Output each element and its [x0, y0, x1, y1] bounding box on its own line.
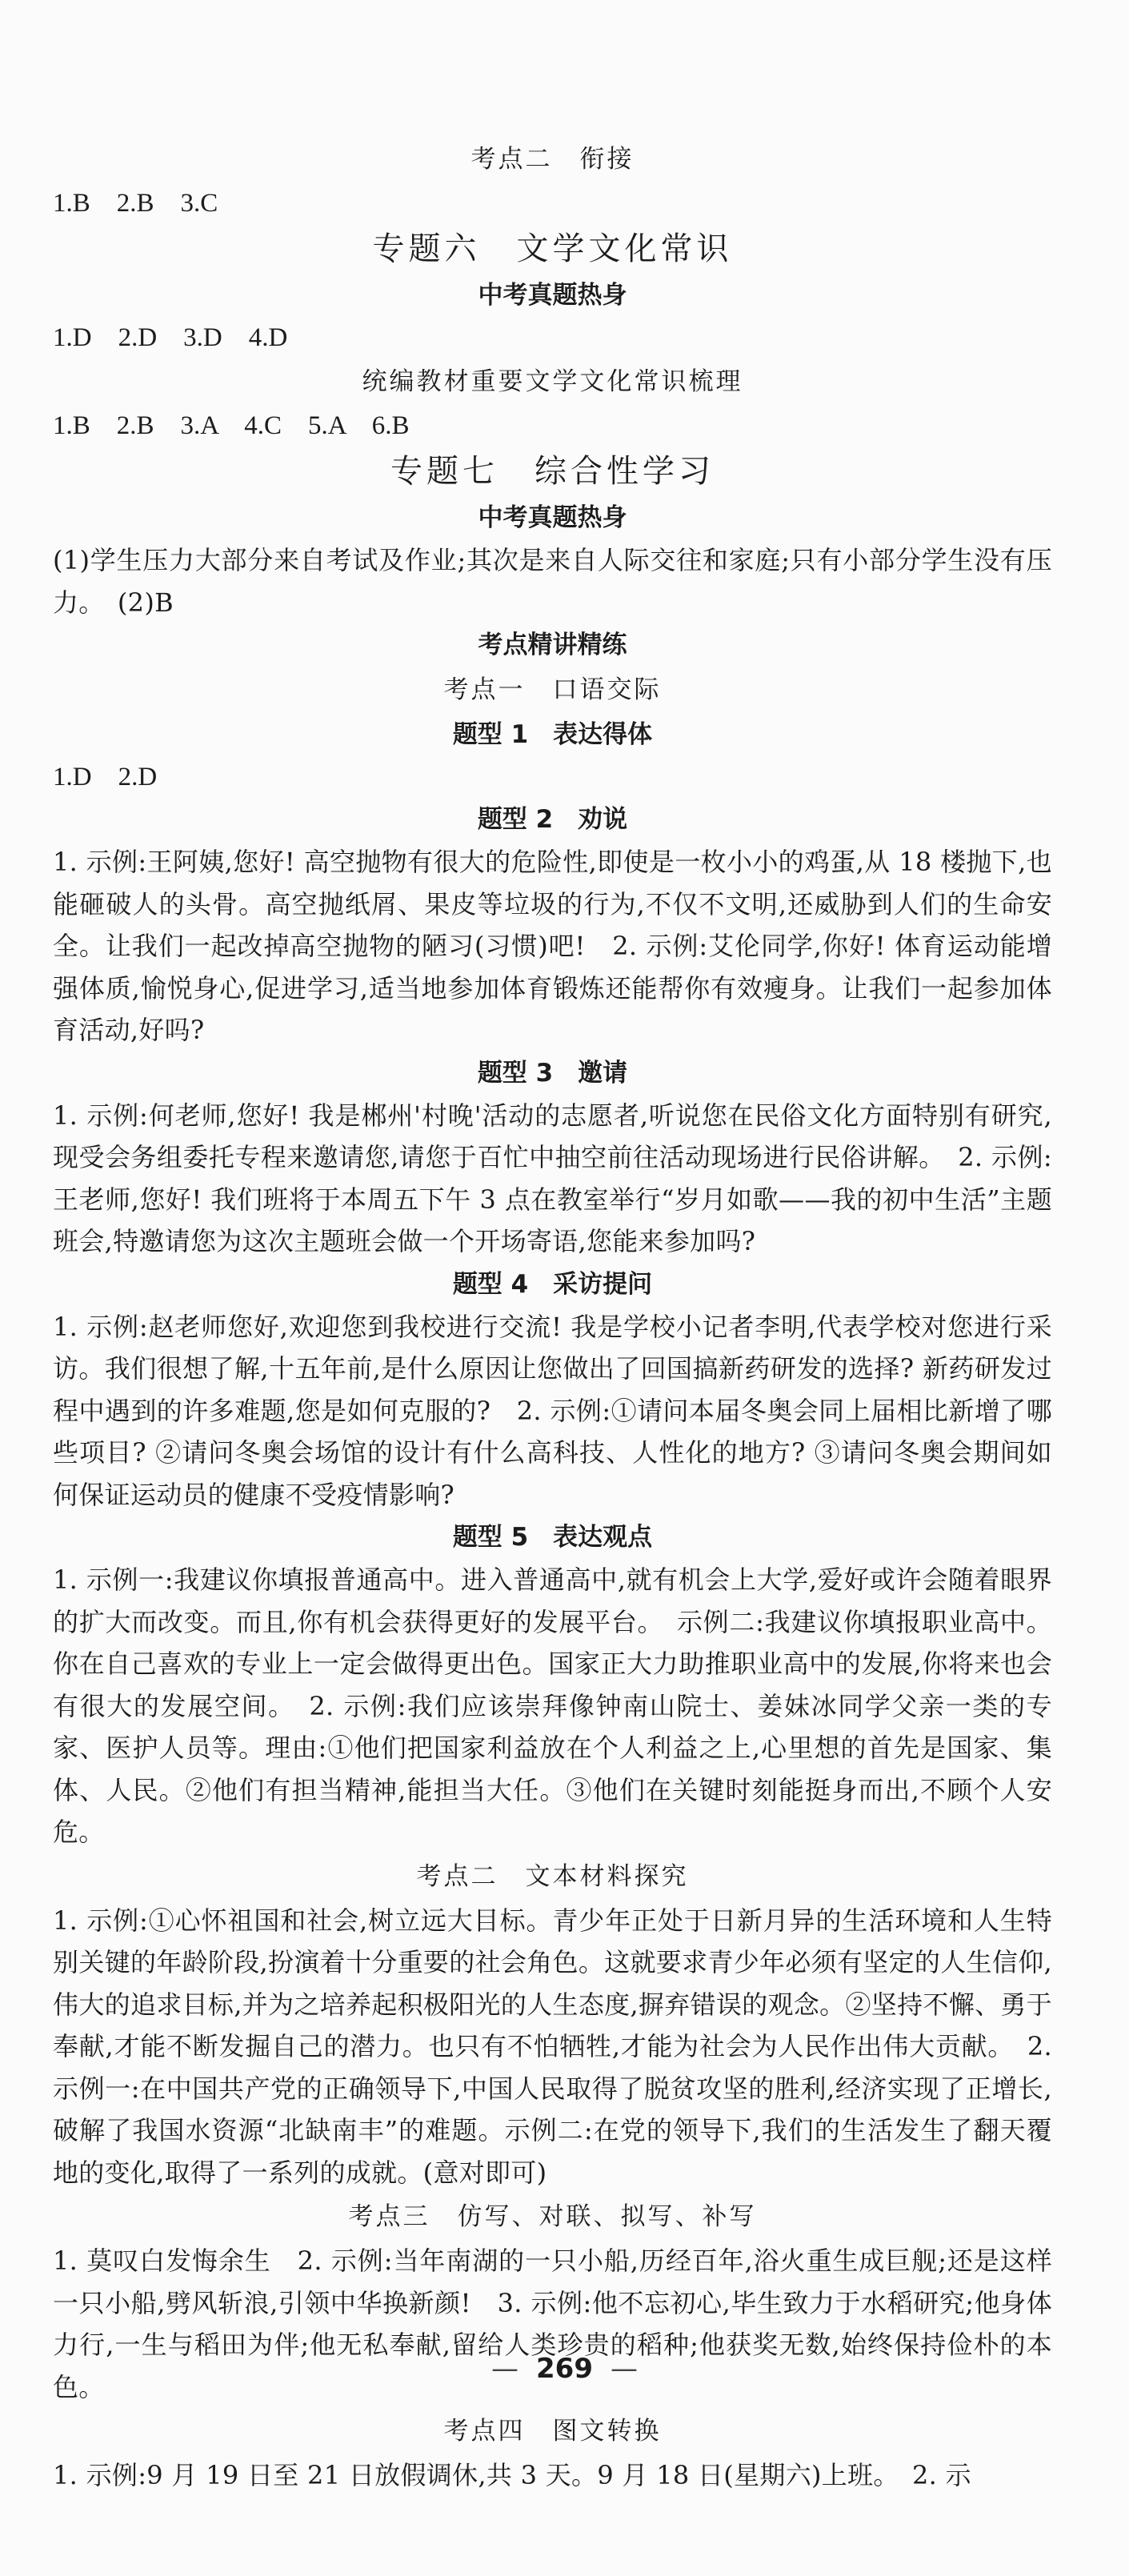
- section-subheading: 考点四 图文转换: [443, 2417, 662, 2446]
- answer-paragraph: 1. 示例:何老师,您好! 我是郴州'村晚'活动的志愿者,听说您在民俗文化方面特别有研究,现受会务组委托专程来邀请您,请您于百忙中抽空前往活动现场进行民俗讲解。 2. 示例:王老师,您好! 我们班将于本周五下午 3 点在教室举行“岁月如歌——我的初中生活”主题班会,特邀请您为这次主题班会做一个开场寄语,您能来参加吗?: [53, 1100, 1052, 1256]
- bold-heading: 考点精讲精练: [478, 631, 627, 659]
- bold-heading: 中考真题热身: [478, 503, 627, 532]
- answer-paragraph: 1. 示例:赵老师您好,欢迎您到我校进行交流! 我是学校小记者李明,代表学校对您进行采访。我们很想了解,十五年前,是什么原因让您做出了回国搞新药研发的选择? 新药研发过程中遇到的许多难题,您是如何克服的? 2. 示例:①请问本届冬奥会同上届相比新增了哪些项目? ②请问冬奥会场馆的设计有什么高科技、人性化的地方? ③请问冬奥会期间如何保证运动员的健康不受疫情影响?: [53, 1311, 1052, 1510]
- topic-heading: 专题七 综合性学习: [390, 453, 715, 490]
- bold-heading: 题型 2 劝说: [477, 805, 628, 834]
- bold-heading: 题型 5 表达观点: [452, 1523, 653, 1552]
- page-number: 269: [536, 2353, 593, 2385]
- section-subheading: 考点二 衔接: [470, 145, 635, 174]
- answer-line: 1.D 2.D: [53, 763, 158, 791]
- section-subheading: 考点二 文本材料探究: [416, 1861, 689, 1891]
- bold-heading: 题型 3 邀请: [477, 1058, 628, 1088]
- answer-paragraph: 1. 示例:王阿姨,您好! 高空抛物有很大的危险性,即使是一枚小小的鸡蛋,从 18 楼抛下,也能砸破人的头骨。高空抛纸屑、果皮等垃圾的行为,不仅不文明,还威胁到人们的生命安全。让我们一起改掉高空抛物的陋习(习惯)吧! 2. 示例:艾伦同学,你好! 体育运动能增强体质,愉悦身心,促进学习,适当地参加体育锻炼还能帮你有效瘦身。让我们一起参加体育活动,好吗?: [53, 847, 1052, 1045]
- answer-line: 1.D 2.D 3.D 4.D: [53, 323, 288, 352]
- answer-paragraph: 1. 示例:9 月 19 日至 21 日放假调休,共 3 天。9 月 18 日(星期六)上班。 2. 示: [53, 2460, 971, 2490]
- answer-paragraph: 1. 莫叹白发悔余生 2. 示例:当年南湖的一只小船,历经百年,浴火重生成巨舰;还是这样一只小船,劈风斩浪,引领中华换新颜! 3. 示例:他不忘初心,毕生致力于水稻研究;他身体力行,一生与稻田为伴;他无私奉献,留给人类珍贵的稻种;他获奖无数,始终保持俭朴的本色。: [53, 2245, 1052, 2402]
- answer-paragraph: 1. 示例:①心怀祖国和社会,树立远大目标。青少年正处于日新月异的生活环境和人生特别关键的年龄阶段,扮演着十分重要的社会角色。这就要求青少年必须有坚定的人生信仰,伟大的追求目标,并为之培养起积极阳光的人生态度,摒弃错误的观念。②坚持不懈、勇于奉献,才能不断发掘自己的潜力。也只有不怕牺牲,才能为社会为人民作出伟大贡献。 2. 示例一:在中国共产党的正确领导下,中国人民取得了脱贫攻坚的胜利,经济实现了正增长,破解了我国水资源“北缺南丰”的难题。示例二:在党的领导下,我们的生活发生了翻天覆地的变化,取得了一系列的成就。(意对即可): [53, 1905, 1052, 2188]
- section-subheading: 考点一 口语交际: [443, 675, 662, 704]
- section-subheading: 统编教材重要文学文化常识梳理: [362, 367, 743, 396]
- answer-paragraph: 1. 示例一:我建议你填报普通高中。进入普通高中,就有机会上大学,爱好或许会随着眼界的扩大而改变。而且,你有机会获得更好的发展平台。 示例二:我建议你填报职业高中。你在自己喜欢的专业上一定会做得更出色。国家正大力助推职业高中的发展,你将来也会有很大的发展空间。 2. 示例:我们应该崇拜像钟南山院士、姜妹冰同学父亲一类的专家、医护人员等。理由:①他们把国家利益放在个人利益之上,心里想的首先是国家、集体、人民。②他们有担当精神,能担当大任。③他们在关键时刻能挺身而出,不顾个人安危。: [53, 1564, 1052, 1847]
- bold-heading: 题型 1 表达得体: [452, 720, 653, 749]
- page-number-footer: [0, 2353, 1129, 2385]
- topic-heading: 专题六 文学文化常识: [372, 230, 733, 267]
- bold-heading: 中考真题热身: [478, 281, 627, 310]
- answer-paragraph: (1)学生压力大部分来自考试及作业;其次是来自人际交往和家庭;只有小部分学生没有压力。 (2)B: [53, 545, 1052, 618]
- section-subheading: 考点三 仿写、对联、拟写、补写: [348, 2202, 757, 2231]
- page-content: [53, 136, 1052, 2497]
- footer-dash-left: —: [491, 2353, 518, 2385]
- answer-line: 1.B 2.B 3.A 4.C 5.A 6.B: [53, 411, 410, 440]
- bold-heading: 题型 4 采访提问: [452, 1269, 653, 1299]
- answer-line: 1.B 2.B 3.C: [53, 189, 218, 218]
- footer-dash-right: —: [610, 2353, 638, 2385]
